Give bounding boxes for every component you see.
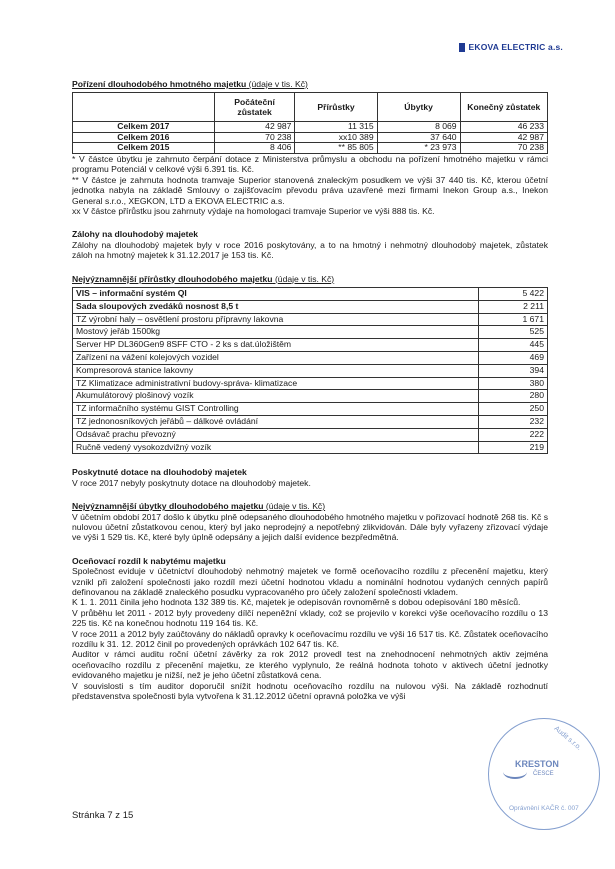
table-cell: 232 (479, 415, 548, 428)
table-cell: 445 (479, 339, 548, 352)
table-cell: Zařízení na vážení kolejových vozidel (73, 351, 479, 364)
table-row (73, 428, 548, 441)
auditor-stamp (488, 718, 600, 830)
paragraph: Společnost eviduje v účetnictví dlouhodobý nehmotný majetek ve formě oceňovacího rozdílu z přecenění majetku, který vznikl při založení společnosti jako rozdíl mezi účetní hodnotou vkladu a nominální hodnotou vydaných cenných papírů definovanou na základě znaleckého posudku vypracovaného pro účely založení společnosti vkladem. (72, 566, 548, 597)
table-row (73, 339, 548, 352)
table-row (73, 132, 548, 143)
stamp-ring-text: Audit s.r.o. (552, 725, 583, 752)
table-cell: 394 (479, 364, 548, 377)
table-cell: 2 211 (479, 300, 548, 313)
table-cell: Server HP DL360Gen9 8SFF CTO - 2 ks s dat.úložištěm (73, 339, 479, 352)
table-cell: Celkem 2017 (73, 122, 215, 133)
footnote: xx V částce přírůstku jsou zahrnuty výdaje na homologaci tramvaje Superior ve výši 888 tis. Kč. (72, 205, 435, 216)
footnote: ** V částce je zahrnuta hodnota tramvaje Superior stanovená znaleckým posudkem ve výši 37 440 tis. Kč, kterou účetní jednotka nabyla na základě Smlouvy o zajišťovacím převodu práva uzavřené mezi firmami Inekon Group a.s., Inekon General s.r.o., XEGKON, LTD a EKOVA ELECTRIC a.s. (72, 174, 548, 206)
table-cell: 222 (479, 428, 548, 441)
additions-table (72, 287, 548, 454)
paragraph: V roce 2011 a 2012 byly zaúčtovány do nákladů opravky k oceňovacímu rozdílu ve výši 16 517 tis. Kč. Zůstatek oceňovacího rozdílu k 31. 12. 2012 činil po provedených oprávkách 102 647 tis. Kč. (72, 628, 548, 650)
table-row (73, 415, 548, 428)
table-header-row (73, 93, 548, 122)
table-cell: Celkem 2015 (73, 143, 215, 154)
table-cell: 42 987 (214, 122, 295, 133)
table-row (73, 143, 548, 154)
table-cell: Celkem 2016 (73, 132, 215, 143)
table-cell: 70 238 (460, 143, 547, 154)
table-row (73, 377, 548, 390)
brand-logo-icon (459, 43, 465, 52)
table-row (73, 403, 548, 416)
paragraph: K 1. 1. 2011 činila jeho hodnota 132 389 tis. Kč, majetek je odepisován rovnoměrně s dobou odepisování 180 měsíců. (72, 597, 521, 608)
table-cell: VIS – informační systém QI (73, 287, 479, 300)
table-cell: Kompresorová stanice lakovny (73, 364, 479, 377)
table-cell: TZ Klimatizace administrativní budovy-správa- klimatizace (73, 377, 479, 390)
acquisition-table (72, 92, 548, 154)
column-header: Přírůstky (295, 93, 377, 122)
table-cell: 5 422 (479, 287, 548, 300)
paragraph: V účetním období 2017 došlo k úbytku plně odepsaného dlouhodobého hmotného majetku v pořizovací hodnotě 268 tis. Kč s nulovou účetní zůstatkovou cenou, který byl jako neprodejný a nepotřebný zlikvidován. Dále byly vyřazeny zřizovací výdaje ve výši 1 529 tis. Kč, které byly úplně odepsány a jejich další evidence bezpředmětná. (72, 511, 548, 543)
table-cell: Akumulátorový plošinový vozík (73, 390, 479, 403)
table-cell: 11 315 (295, 122, 377, 133)
table-row (73, 313, 548, 326)
table-cell: TZ výrobní haly – osvětlení prostoru přípravny lakovna (73, 313, 479, 326)
stamp-registration: Oprávnění KAČR č. 007 (509, 805, 579, 812)
table-cell: 37 640 (377, 132, 460, 143)
section-title-disposals: Nejvýznamnější úbytky dlouhodobého majetku (údaje v tis. Kč) (72, 501, 326, 512)
table-row (73, 300, 548, 313)
table-cell: 1 671 (479, 313, 548, 326)
document-content (72, 72, 548, 701)
stamp-logo-sub: ČESCE (533, 771, 554, 777)
column-header: Úbytky (377, 93, 460, 122)
table-cell: 70 238 (214, 132, 295, 143)
paragraph: V roce 2017 nebyly poskytnuty dotace na dlouhodobý majetek. (72, 477, 311, 488)
table-row (73, 364, 548, 377)
paragraph: V průběhu let 2011 - 2012 byly provedeny dílčí nepeněžní vklady, což se projevilo v korekci výše oceňovacího rozdílu o 13 225 tis. Kč na konečnou hodnotu 119 164 tis. Kč. (72, 607, 548, 629)
column-header: Počáteční zůstatek (214, 93, 295, 122)
table-cell: Odsávač prachu převozný (73, 428, 479, 441)
table-cell: Ručně vedený vysokozdvižný vozík (73, 441, 479, 454)
table-cell: 380 (479, 377, 548, 390)
column-header (73, 93, 215, 122)
table-cell: xx10 389 (295, 132, 377, 143)
table-cell: Sada sloupových zvedáků nosnost 8,5 t (73, 300, 479, 313)
section-title-subsidies: Poskytnuté dotace na dlouhodobý majetek (72, 467, 247, 478)
table-cell: 525 (479, 326, 548, 339)
table-row (73, 287, 548, 300)
table-row (73, 326, 548, 339)
table-cell: 280 (479, 390, 548, 403)
table-row (73, 390, 548, 403)
table-cell: 8 406 (214, 143, 295, 154)
brand-name: EKOVA ELECTRIC a.s. (468, 42, 563, 52)
stamp-logo: KRESTON (515, 759, 559, 769)
section-title-additions: Nejvýznamnější přírůstky dlouhodobého majetku (údaje v tis. Kč) (72, 273, 335, 284)
table-cell: TZ informačního systému GIST Controlling (73, 403, 479, 416)
table-cell: TZ jednonosníkových jeřábů – dálkové ovládání (73, 415, 479, 428)
column-header: Konečný zůstatek (460, 93, 547, 122)
paragraph: V souvislosti s tím auditor doporučil snížit hodnotu oceňovacího rozdílu na nulovou výši. Na základě rozhodnutí představenstva společnosti byla vytvořena k 31.12.2012 účetní opravná položka ve výši (72, 680, 548, 702)
paragraph: Auditor v rámci auditu roční účetní závěrky za rok 2012 provedl test na znehodnocení nehmotných aktiv zejména oceňovacího rozdílu z přecenění majetku, ze kterého vyplynulo, že reálná hodnota tohoto v aktivech účetní jednotky evidovaného majetku je nižší, než je jeho účetní zůstatková cena. (72, 649, 548, 681)
section-title-acquisition: Pořízení dlouhodobého hmotného majetku (údaje v tis. Kč) (72, 79, 308, 89)
table-row (73, 122, 548, 133)
footnote: * V částce úbytku je zahrnuto čerpání dotace z Ministerstva průmyslu a obchodu na pořízení hmotného majetku v rámci programu Potenciál v celkové výši 6.391 tis. Kč. (72, 153, 548, 175)
table-cell: 46 233 (460, 122, 547, 133)
table-cell: ** 85 805 (295, 143, 377, 154)
table-cell: 8 069 (377, 122, 460, 133)
table-row (73, 351, 548, 364)
table-cell: 219 (479, 441, 548, 454)
table-cell: 250 (479, 403, 548, 416)
table-cell: * 23 973 (377, 143, 460, 154)
section-title-valuation: Oceňovací rozdíl k nabytému majetku (72, 555, 226, 566)
paragraph: Zálohy na dlouhodobý majetek byly v roce 2016 poskytovány, a to na hmotný i nehmotný dlouhodobý majetek, zůstatek záloh na hmotný majetek k 31.12.2017 je 153 tis. Kč. (72, 239, 548, 261)
company-brand (459, 42, 563, 52)
table-row (73, 441, 548, 454)
table-cell: Mostový jeřáb 1500kg (73, 326, 479, 339)
table-cell: 469 (479, 351, 548, 364)
page-number: Stránka 7 z 15 (72, 810, 134, 821)
section-title-advances: Zálohy na dlouhodobý majetek (72, 229, 199, 240)
table-cell: 42 987 (460, 132, 547, 143)
